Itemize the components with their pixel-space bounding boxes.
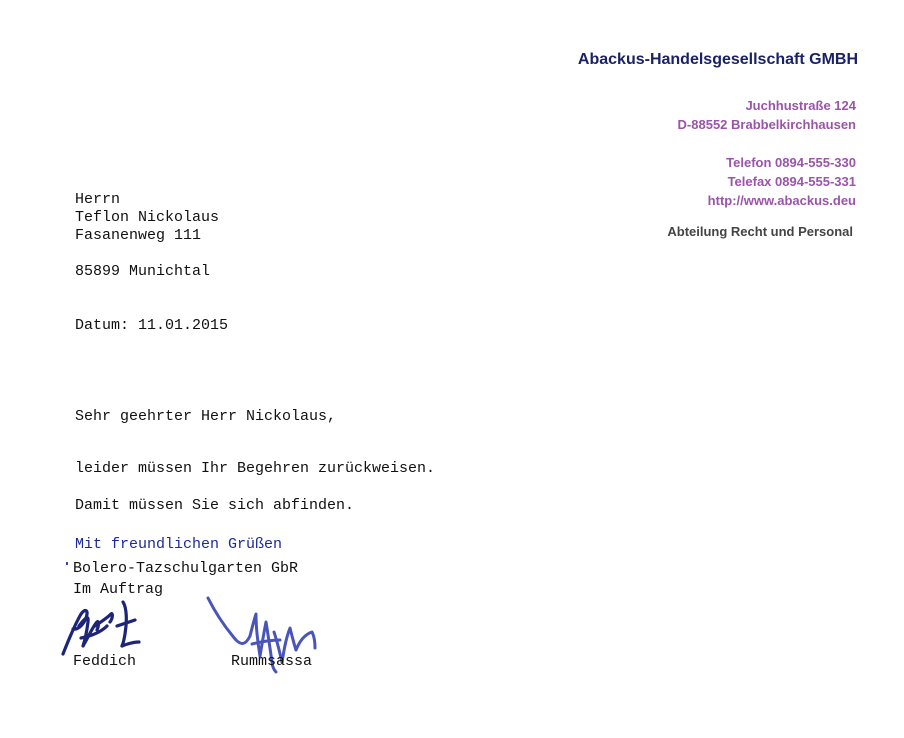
ink-dot <box>66 562 68 565</box>
recipient-postal-city: 85899 Munichtal <box>75 263 211 280</box>
letter-closing: Mit freundlichen Grüßen <box>75 536 283 553</box>
signatory-left-name: Feddich <box>73 653 137 670</box>
company-website: http://www.abackus.deu <box>707 193 856 208</box>
address-spacer <box>678 134 856 153</box>
recipient-salutation-line: Herrn <box>75 191 121 208</box>
company-name: Abackus-Handelsgesellschaft GMBH <box>577 51 858 68</box>
letter-body-line-2: Damit müssen Sie sich abfinden. <box>75 497 355 514</box>
recipient-name: Teflon Nickolaus <box>75 209 220 226</box>
company-postal-city: D-88552 Brabbelkirchhausen <box>677 117 856 132</box>
sender-role: Im Auftrag <box>73 581 164 598</box>
recipient-address <box>75 191 219 245</box>
signatory-right-name: Rummsassa <box>231 653 313 670</box>
company-fax: Telefax 0894-555-331 <box>727 174 856 189</box>
letter-body-line-1: leider müssen Ihr Begehren zurückweisen. <box>75 460 436 477</box>
recipient-street: Fasanenweg 111 <box>75 227 202 244</box>
letter-date: Datum: 11.01.2015 <box>75 317 229 334</box>
company-street: Juchhustraße 124 <box>745 98 856 113</box>
letter-salutation: Sehr geehrter Herr Nickolaus, <box>75 408 337 425</box>
department-label: Abteilung Recht und Personal <box>667 224 853 239</box>
company-address-block <box>678 96 856 210</box>
signature-left <box>55 596 150 658</box>
company-phone: Telefon 0894-555-330 <box>726 155 856 170</box>
sender-organization: Bolero-Tazschulgarten GbR <box>73 560 299 577</box>
